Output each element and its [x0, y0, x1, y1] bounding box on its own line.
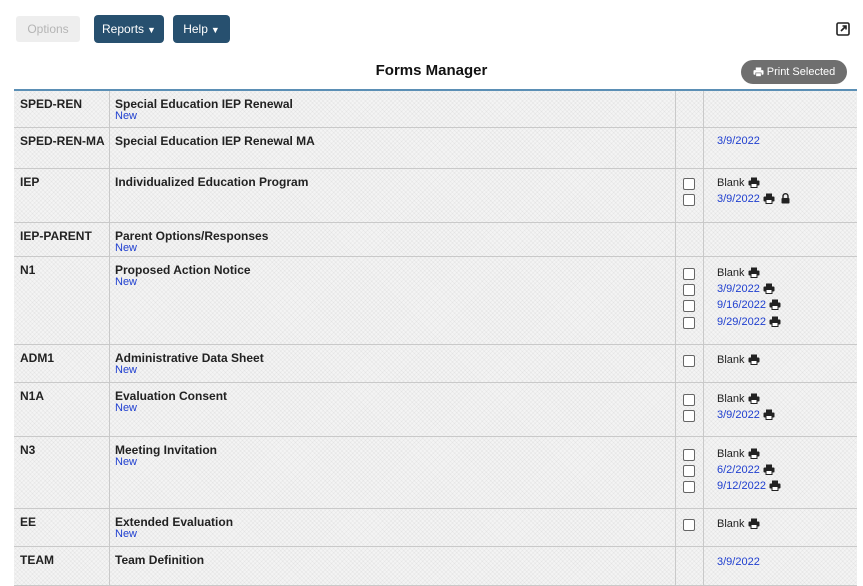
form-instance: [717, 354, 760, 366]
blank-form-label: Blank: [717, 518, 745, 530]
print-selected-label: Print Selected: [766, 66, 836, 78]
blank-form-label: Blank: [717, 177, 745, 189]
select-checkbox[interactable]: [683, 394, 695, 406]
caret-down-icon: ▼: [147, 25, 156, 35]
form-instance: [717, 448, 760, 460]
form-date-link[interactable]: 3/9/2022: [717, 556, 760, 568]
form-instance: [717, 299, 781, 311]
form-row: [14, 223, 857, 257]
select-checkbox[interactable]: [683, 284, 695, 296]
print-icon[interactable]: [748, 177, 760, 188]
help-label: Help: [183, 22, 208, 36]
form-row: [14, 91, 857, 128]
form-date-link[interactable]: 3/9/2022: [717, 409, 760, 421]
select-checkbox[interactable]: [683, 410, 695, 422]
form-date-link[interactable]: 3/9/2022: [717, 193, 760, 205]
form-name: Meeting Invitation: [115, 443, 217, 457]
lock-icon: [781, 193, 790, 204]
print-icon[interactable]: [763, 409, 775, 420]
forms-table: [14, 89, 857, 586]
form-name: Team Definition: [115, 553, 205, 567]
form-instance: [717, 135, 760, 147]
form-date-link[interactable]: 3/9/2022: [717, 283, 760, 295]
form-date-link[interactable]: 9/12/2022: [717, 480, 766, 492]
select-checkbox[interactable]: [683, 465, 695, 477]
print-icon[interactable]: [748, 267, 760, 278]
print-icon[interactable]: [748, 518, 760, 529]
print-icon[interactable]: [769, 480, 781, 491]
caret-down-icon: ▼: [210, 25, 220, 35]
form-name: Extended Evaluation: [115, 515, 234, 529]
form-name: Individualized Education Program: [115, 175, 309, 189]
print-icon[interactable]: [763, 283, 775, 294]
select-checkbox[interactable]: [683, 194, 695, 206]
form-instance: [717, 177, 760, 189]
select-checkbox[interactable]: [683, 449, 695, 461]
print-icon[interactable]: [748, 448, 760, 459]
form-name: Proposed Action Notice: [115, 263, 251, 277]
form-date-link[interactable]: 3/9/2022: [717, 135, 760, 147]
print-icon[interactable]: [748, 393, 760, 404]
blank-form-label: Blank: [717, 354, 745, 366]
select-checkbox[interactable]: [683, 355, 695, 367]
form-code: N3: [20, 443, 36, 457]
form-instance: [717, 464, 775, 476]
new-form-link[interactable]: New: [115, 110, 138, 122]
form-code: N1A: [20, 389, 45, 403]
new-form-link[interactable]: New: [115, 364, 138, 376]
form-instance: [717, 283, 775, 295]
form-name: Parent Options/Responses: [115, 229, 269, 243]
blank-form-label: Blank: [717, 393, 745, 405]
options-button[interactable]: Options: [16, 16, 80, 42]
select-checkbox[interactable]: [683, 300, 695, 312]
form-code: SPED-REN-MA: [20, 134, 105, 148]
page-title: Forms Manager: [375, 62, 488, 79]
form-code: IEP-PARENT: [20, 229, 92, 243]
new-form-link[interactable]: New: [115, 402, 138, 414]
print-icon[interactable]: [763, 193, 775, 204]
print-icon[interactable]: [769, 316, 781, 327]
select-checkbox[interactable]: [683, 178, 695, 190]
reports-label: Reports: [102, 22, 145, 36]
form-code: N1: [20, 263, 36, 277]
print-icon[interactable]: [748, 354, 760, 365]
form-name: Special Education IEP Renewal: [115, 97, 293, 111]
print-icon[interactable]: [763, 464, 775, 475]
form-name: Special Education IEP Renewal MA: [115, 134, 315, 148]
expand-icon[interactable]: [836, 22, 850, 36]
form-instance: [717, 556, 760, 568]
form-instance: [717, 316, 781, 328]
form-instance: [717, 409, 775, 421]
select-checkbox[interactable]: [683, 317, 695, 329]
new-form-link[interactable]: New: [115, 276, 138, 288]
form-date-link[interactable]: 9/29/2022: [717, 316, 766, 328]
select-checkbox[interactable]: [683, 519, 695, 531]
top-toolbar: [0, 0, 863, 60]
blank-form-label: Blank: [717, 448, 745, 460]
select-checkbox[interactable]: [683, 481, 695, 493]
reports-menu-button[interactable]: [94, 15, 164, 43]
form-instance: [717, 480, 781, 492]
help-menu-button[interactable]: [173, 15, 230, 43]
form-code: TEAM: [20, 553, 54, 567]
blank-form-label: Blank: [717, 267, 745, 279]
form-code: IEP: [20, 175, 40, 189]
print-selected-button[interactable]: [741, 60, 847, 84]
form-instance: [717, 193, 790, 205]
form-code: SPED-REN: [20, 97, 83, 111]
new-form-link[interactable]: New: [115, 456, 138, 468]
form-code: ADM1: [20, 351, 55, 365]
form-instance: [717, 393, 760, 405]
form-instance: [717, 267, 760, 279]
new-form-link[interactable]: New: [115, 528, 138, 540]
form-name: Administrative Data Sheet: [115, 351, 264, 365]
form-name: Evaluation Consent: [115, 389, 228, 403]
select-checkbox[interactable]: [683, 268, 695, 280]
form-date-link[interactable]: 9/16/2022: [717, 299, 766, 311]
print-icon: [753, 67, 764, 77]
form-date-link[interactable]: 6/2/2022: [717, 464, 760, 476]
print-icon[interactable]: [769, 299, 781, 310]
form-code: EE: [20, 515, 37, 529]
new-form-link[interactable]: New: [115, 242, 138, 254]
form-instance: [717, 518, 760, 530]
